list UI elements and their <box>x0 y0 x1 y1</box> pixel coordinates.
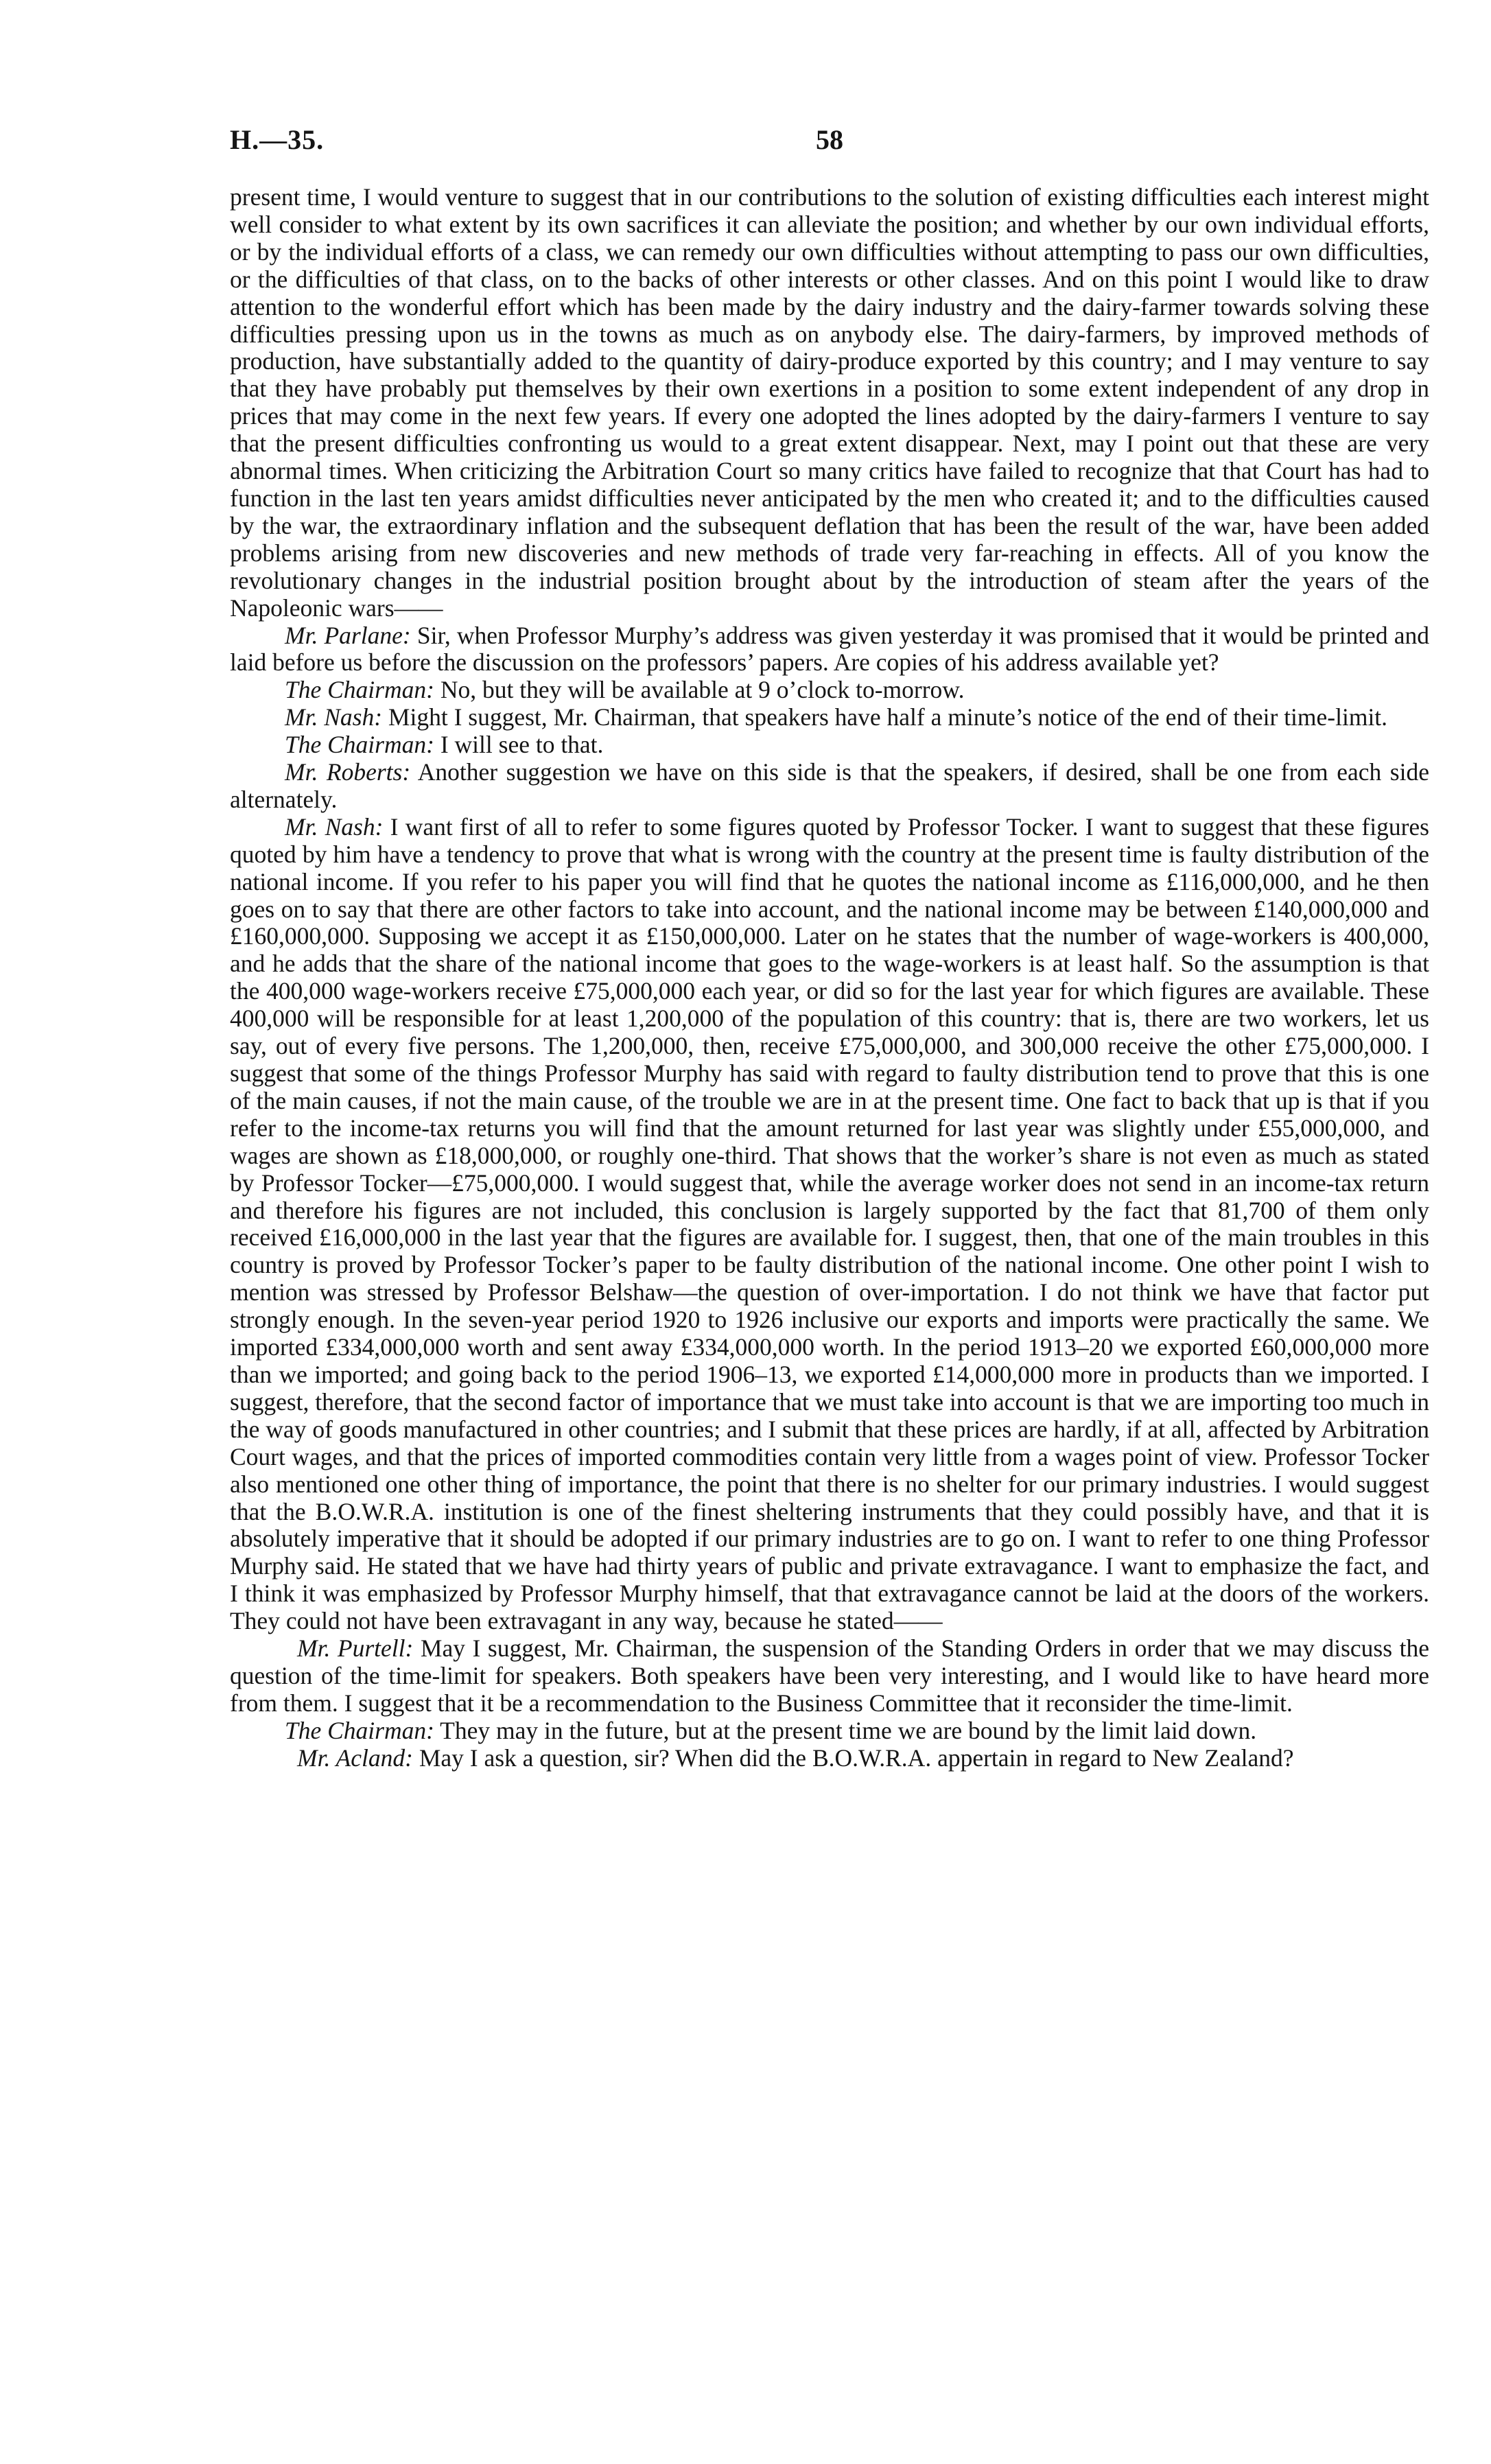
speaker-name: The Chairman: <box>285 676 434 704</box>
page-number: 58 <box>816 124 843 155</box>
speaker-name: Mr. Nash: <box>285 812 384 841</box>
paragraph-chairman-2 <box>230 731 1429 759</box>
paragraph-purtell <box>230 1635 1429 1717</box>
paragraph-text: May I ask a question, sir? When did the B.O.W.R.A. appertain in regard to New Zealand? <box>412 1744 1294 1772</box>
speaker-name: The Chairman: <box>285 731 434 759</box>
paragraph-text: May I suggest, Mr. Chairman, the suspension of the Standing Orders in order that we may discuss the question of the time-limit for speakers. Both speakers have been very interesting, and I would like to have heard more from them. I suggest that it be a recommendation to the Business Committee that it reconsider the time-limit. <box>230 1634 1429 1717</box>
paragraph-chairman-3 <box>230 1717 1429 1745</box>
speaker-name: The Chairman: <box>285 1716 434 1744</box>
document-reference: H.—35. <box>230 124 325 155</box>
paragraph-text: I want first of all to refer to some figures quoted by Professor Tocker. I want to suggest that these figures quoted by him have a tendency to prove that what is wrong with the country at the present time is faulty distribution of the national income. If you refer to his paper you will find that he quotes the national income as £116,000,000, and he then goes on to say that there are other factors to take into account, and the national income may be between £140,000,000 and £160,000,000. Supposing we accept it as £150,000,000. Later on he states that the number of wage-workers is 400,000, and he adds that the share of the national income that goes to the wage-workers is at least half. So the assumption is that the 400,000 wage-workers receive £75,000,000 each year, or did so for the last year for which figures are available. These 400,000 will be responsible for at least 1,200,000 of the population of this country: that is, there are two workers, let us say, out of every five persons. The 1,200,000, then, receive £75,000,000, and 300,000 receive the other £75,000,000. I suggest that some of the things Professor Murphy has said with regard to faulty distribution tend to prove that this is one of the main causes, if not the main cause, of the trouble we are in at the present time. One fact to back that up is that if you refer to the income-tax returns you will find that the amount returned for last year was slightly under £55,000,000, and wages are shown as £18,000,000, or roughly one-third. That shows that the worker’s share is not even as much as stated by Professor Tocker—£75,000,000. I would suggest that, while the average worker does not send in an income-tax return and therefore his figures are not included, this conclusion is largely supported by the fact that 81,700 of them only received £16,000,000 in the last year that the figures are available for. I suggest, then, that one of the main troubles in this country is proved by Professor Tocker’s paper to be faulty distribution of the national income. One other point I wish to mention was stressed by Professor Belshaw—the question of over-importation. I do not think we have that factor put strongly enough. In the seven-year period 1920 to 1926 inclusive our exports and imports were practically the same. We imported £334,000,000 worth and sent away £334,000,000 worth. In the period 1913–20 we exported £60,000,000 more than we imported; and going back to the period 1906–13, we exported £14,000,000 more in products than we imported. I suggest, therefore, that the second factor of importance that we must take into account is that we are importing too much in the way of goods manufactured in other countries; and I submit that these prices are hardly, if at all, affected by Arbitration Court wages, and that the prices of imported commodities contain very little from a wages point of view. Professor Tocker also mentioned one other thing of importance, the point that there is no shelter for our primary industries. I would suggest that the B.O.W.R.A. institution is one of the finest sheltering instruments that they could possibly have, and that it is absolutely imperative that it should be adopted if our primary industries are to go on. I want to refer to one thing Professor Murphy said. He stated that we have had thirty years of public and private extravagance. I want to emphasize the fact, and I think it was emphasized by Professor Murphy himself, that that extravagance cannot be laid at the doors of the workers. They could not have been extravagant in any way, because he stated—— <box>230 812 1429 1635</box>
paragraph-text: I will see to that. <box>434 731 604 759</box>
speaker-name: Mr. Purtell: <box>297 1634 414 1663</box>
speaker-name: Mr. Acland: <box>297 1744 413 1772</box>
paragraph-text: present time, I would venture to suggest that in our contributions to the solution of existing difficulties each interest might well consider to what extent by its own sacrifices it can alleviate the position; and whether by our own individual efforts, or by the individual efforts of a class, we can remedy our own difficulties without attempting to pass our own difficulties, or the difficulties of that class, on to the backs of other interests or other classes. And on this point I would like to draw attention to the wonderful effort which has been made by the dairy industry and the dairy-farmer towards solving these difficulties pressing upon us in the towns as much as on anybody else. The dairy-farmers, by improved methods of production, have substantially added to the quantity of dairy-produce exported by this country; and I may venture to say that they have probably put themselves by their own exertions in a position to some extent independent of any drop in prices that may come in the next few years. If every one adopted the lines adopted by the dairy-farmers I venture to say that the present difficulties confronting us would to a great extent disappear. Next, may I point out that these are very abnormal times. When criticizing the Arbitration Court so many critics have failed to recognize that that Court has had to function in the last ten years amidst difficulties never anticipated by the men who created it; and to the difficulties caused by the war, the extraordinary inflation and the subsequent deflation that has been the result of the war, have been added problems arising from new discoveries and new methods of trade very far-reaching in effects. All of you know the revolutionary changes in the industrial position brought about by the introduction of steam after the years of the Napoleonic wars—— <box>230 183 1429 622</box>
paragraph-acland <box>230 1745 1429 1772</box>
paragraph-text: Might I suggest, Mr. Chairman, that speakers have half a minute’s notice of the end of their time-limit. <box>382 703 1388 731</box>
paragraph-text: They may in the future, but at the present time we are bound by the limit laid down. <box>434 1716 1257 1744</box>
paragraph-text: Another suggestion we have on this side is that the speakers, if desired, shall be one from each side alternately. <box>230 758 1429 813</box>
page-body <box>230 184 1429 1772</box>
paragraph-nash-2 <box>230 814 1429 1635</box>
paragraph-roberts <box>230 759 1429 814</box>
paragraph-continuation <box>230 184 1429 622</box>
paragraph-text: Sir, when Professor Murphy’s address was given yesterday it was promised that it would be printed and laid before us before the discussion on the professors’ papers. Are copies of his address available yet? <box>230 621 1429 677</box>
speaker-name: Mr. Parlane: <box>285 621 411 649</box>
speaker-name: Mr. Roberts: <box>285 758 411 786</box>
paragraph-text: No, but they will be available at 9 o’clock to-morrow. <box>434 676 965 704</box>
paragraph-nash-1 <box>230 704 1429 731</box>
paragraph-parlane <box>230 622 1429 677</box>
page-header <box>230 124 1429 165</box>
paragraph-chairman-1 <box>230 677 1429 704</box>
speaker-name: Mr. Nash: <box>285 703 383 731</box>
